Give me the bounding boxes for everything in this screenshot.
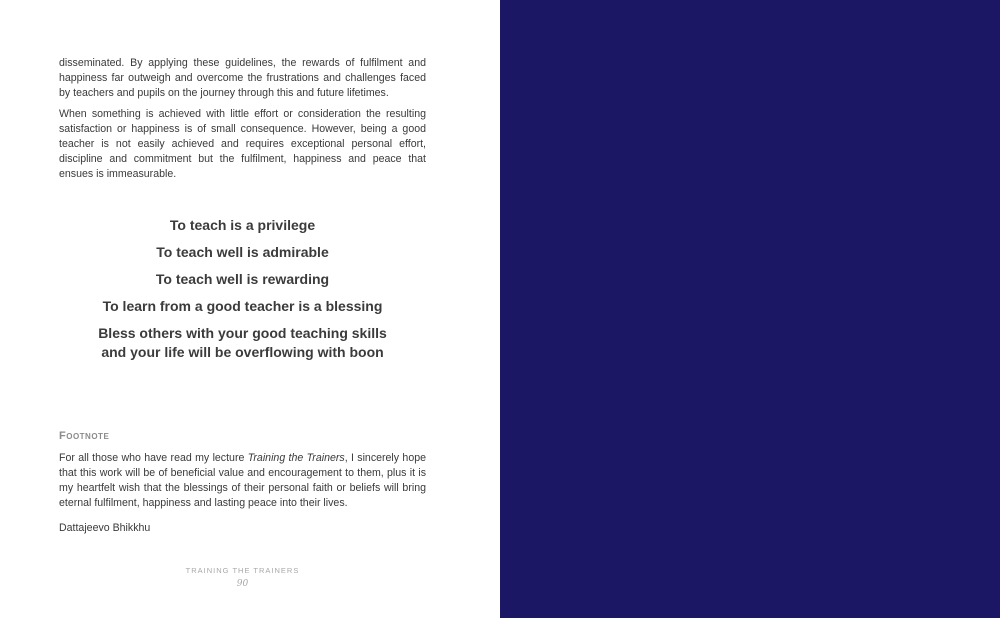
body-paragraph xyxy=(59,107,426,182)
right-page-blank xyxy=(500,0,1000,618)
page-number: 90 xyxy=(236,579,249,589)
footnote-lecture-title: Training the Trainers xyxy=(247,452,345,464)
verse-block xyxy=(0,216,485,362)
footnote-heading: Footnote xyxy=(59,430,110,442)
body-paragraph xyxy=(59,56,426,101)
verse-line: To teach well is rewarding xyxy=(155,271,330,287)
footnote-text xyxy=(59,451,426,511)
verse-line: Bless others with your good teaching skills and your life will be overflowing with boon xyxy=(98,325,387,360)
verse-line: To learn from a good teacher is a blessing xyxy=(102,298,383,314)
footnote-text-before: For all those who have read my lecture xyxy=(59,452,248,464)
paragraph-text: disseminated. By applying these guidelines, the rewards of fulfilment and happiness far outweigh and overcome the frustrations and challenges faced by teachers and pupils on the journey through this and future lifetimes. xyxy=(59,57,426,99)
running-title: TRAINING THE TRAINERS xyxy=(185,566,300,575)
verse-line: To teach is a privilege xyxy=(169,217,316,233)
footnote-text-after: , I sincerely hope that this work will be of beneficial value and encouragement to them, plus it is my heartfelt wish that the blessings of their personal faith or beliefs will bring eternal fulfilment, happiness and lasting peace into their lives. xyxy=(59,452,426,509)
author-name: Dattajeevo Bhikkhu xyxy=(59,522,151,534)
paragraph-text: When something is achieved with little effort or consideration the resulting satisfaction or happiness is of small consequence. However, being a good teacher is not easily achieved and requires exceptional personal effort, discipline and commitment but the fulfilment, happiness and peace that ensues is immeasurable. xyxy=(59,108,426,180)
footnote-body xyxy=(59,451,426,511)
verse-line: To teach well is admirable xyxy=(156,244,329,260)
